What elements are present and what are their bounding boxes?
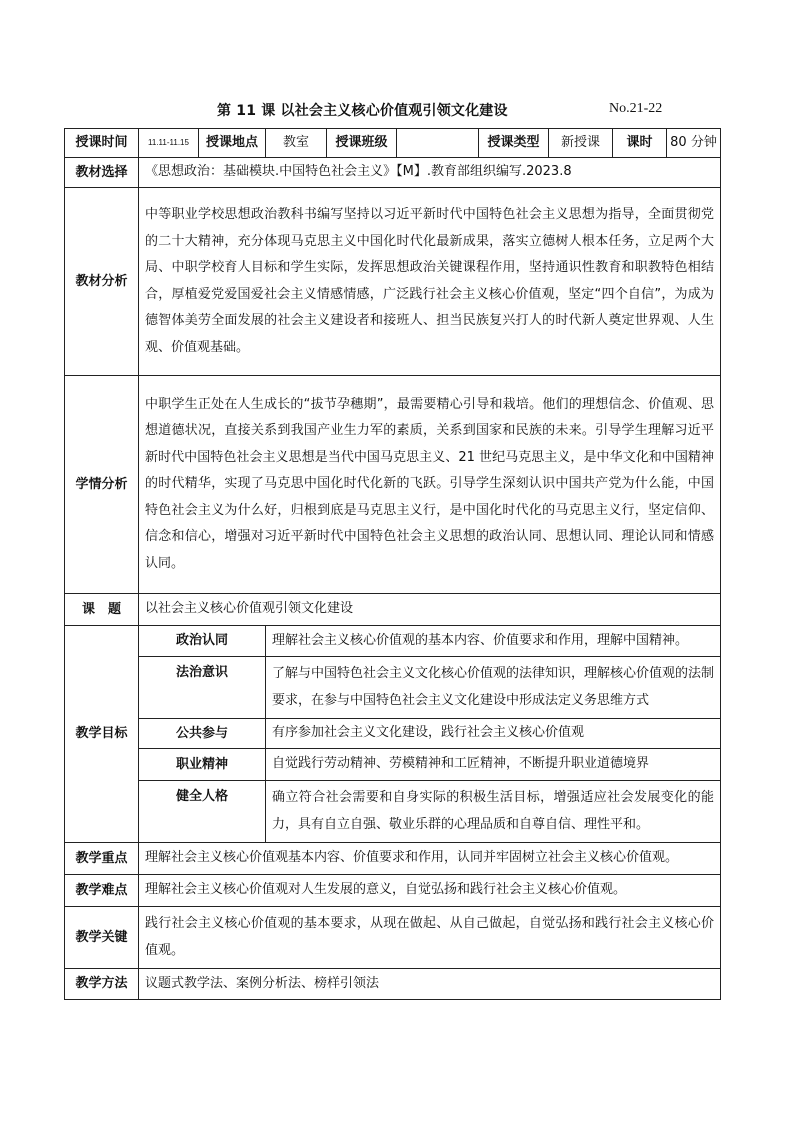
row-goals-2 (65, 657, 721, 719)
methods-label: 教学方法 (65, 969, 139, 1000)
analysis-label: 教材分析 (65, 188, 139, 376)
goal-text: 理解社会主义核心价值观的基本内容、价值要求和作用，理解中国精神。 (266, 626, 721, 657)
row-goals-5 (65, 781, 721, 843)
place-value: 教室 (266, 129, 327, 158)
row-students (65, 376, 721, 594)
key-label: 教学重点 (65, 843, 139, 875)
type-label: 授课类型 (479, 129, 549, 158)
goal-text: 有序参加社会主义文化建设，践行社会主义核心价值观 (266, 719, 721, 749)
row-crux (65, 907, 721, 969)
crux-value: 践行社会主义核心价值观的基本要求，从现在做起、从自己做起，自觉弘扬和践行社会主义核心价值观。 (139, 907, 721, 969)
textbook-label: 教材选择 (65, 158, 139, 188)
row-goals-4 (65, 749, 721, 781)
row-basic-info (65, 129, 721, 158)
row-difficulty (65, 875, 721, 907)
class-label: 授课班级 (327, 129, 397, 158)
key-value: 理解社会主义核心价值观基本内容、价值要求和作用，认同并牢固树立社会主义核心价值观。 (139, 843, 721, 875)
goal-text: 了解与中国特色社会主义文化核心价值观的法律知识，理解核心价值观的法制要求，在参与中国特色社会主义文化建设中形成法定义务思维方式 (266, 657, 721, 719)
topic-label: 课 题 (65, 594, 139, 626)
time-label: 授课时间 (65, 129, 139, 158)
row-key (65, 843, 721, 875)
goal-name: 健全人格 (139, 781, 266, 843)
students-label: 学情分析 (65, 376, 139, 594)
students-value: 中职学生正处在人生成长的“拔节孕穗期”，最需要精心引导和栽培。他们的理想信念、价值观、思想道德状况，直接关系到我国产业生力军的素质，关系到国家和民族的未来。引导学生理解习近平新时代中国特色社会主义思想是当代中国马克思主义、21 世纪马克思主义，是中华文化和中国精神的时代精华，实现了马克思中国化时代化新的飞跃。引导学生深刻认识中国共产党为什么能，中国特色社会主义为什么好，归根到底是马克思主义行，是中国化时代化的马克思主义行，坚定信仰、信念和信心，增强对习近平新时代中国特色社会主义思想的政治认同、思想认同、理论认同和情感认同。 (139, 376, 721, 594)
goal-text: 自觉践行劳动精神、劳模精神和工匠精神，不断提升职业道德境界 (266, 749, 721, 781)
lesson-number: No.21-22 (609, 101, 663, 116)
goal-name: 职业精神 (139, 749, 266, 781)
row-goals-3 (65, 719, 721, 749)
crux-label: 教学关键 (65, 907, 139, 969)
goal-name: 公共参与 (139, 719, 266, 749)
textbook-value: 《思想政治：基础模块.中国特色社会主义》【M】.教育部组织编写.2023.8 (139, 158, 721, 188)
class-value (397, 129, 479, 158)
row-textbook (65, 158, 721, 188)
analysis-value: 中等职业学校思想政治教科书编写坚持以习近平新时代中国特色社会主义思想为指导，全面贯彻党的二十大精神，充分体现马克思主义中国化时代化最新成果，落实立德树人根本任务，立足两个大局、中职学校育人目标和学生实际，发挥思想政治关键课程作用，坚持通识性教育和职教特色相结合，厚植爱党爱国爱社会主义情感情感，广泛践行社会主义核心价值观，坚定“四个自信”，为成为德智体美劳全面发展的社会主义建设者和接班人、担当民族复兴打人的时代新人奠定世界观、人生观、价值观基础。 (139, 188, 721, 376)
goals-label: 教学目标 (65, 626, 139, 843)
place-label: 授课地点 (199, 129, 266, 158)
time-value: 11.11-11.15 (139, 129, 199, 158)
goal-name: 法治意识 (139, 657, 266, 719)
row-methods (65, 969, 721, 1000)
goal-text: 确立符合社会需要和自身实际的积极生活目标，增强适应社会发展变化的能力，具有自立自强、敬业乐群的心理品质和自尊自信、理性平和。 (266, 781, 721, 843)
difficulty-value: 理解社会主义核心价值观对人生发展的意义，自觉弘扬和践行社会主义核心价值观。 (139, 875, 721, 907)
row-topic (65, 594, 721, 626)
type-value: 新授课 (549, 129, 613, 158)
methods-value: 议题式教学法、案例分析法、榜样引领法 (139, 969, 721, 1000)
hours-value: 80 分钟 (667, 129, 721, 158)
lesson-title: 第 11 课 以社会主义核心价值观引领文化建设 (217, 103, 508, 119)
row-analysis (65, 188, 721, 376)
lesson-plan-table (64, 128, 720, 1000)
hours-label: 课时 (613, 129, 667, 158)
topic-value: 以社会主义核心价值观引领文化建设 (139, 594, 721, 626)
goal-name: 政治认同 (139, 626, 266, 657)
page-header (0, 100, 794, 124)
difficulty-label: 教学难点 (65, 875, 139, 907)
row-goals-1 (65, 626, 721, 657)
